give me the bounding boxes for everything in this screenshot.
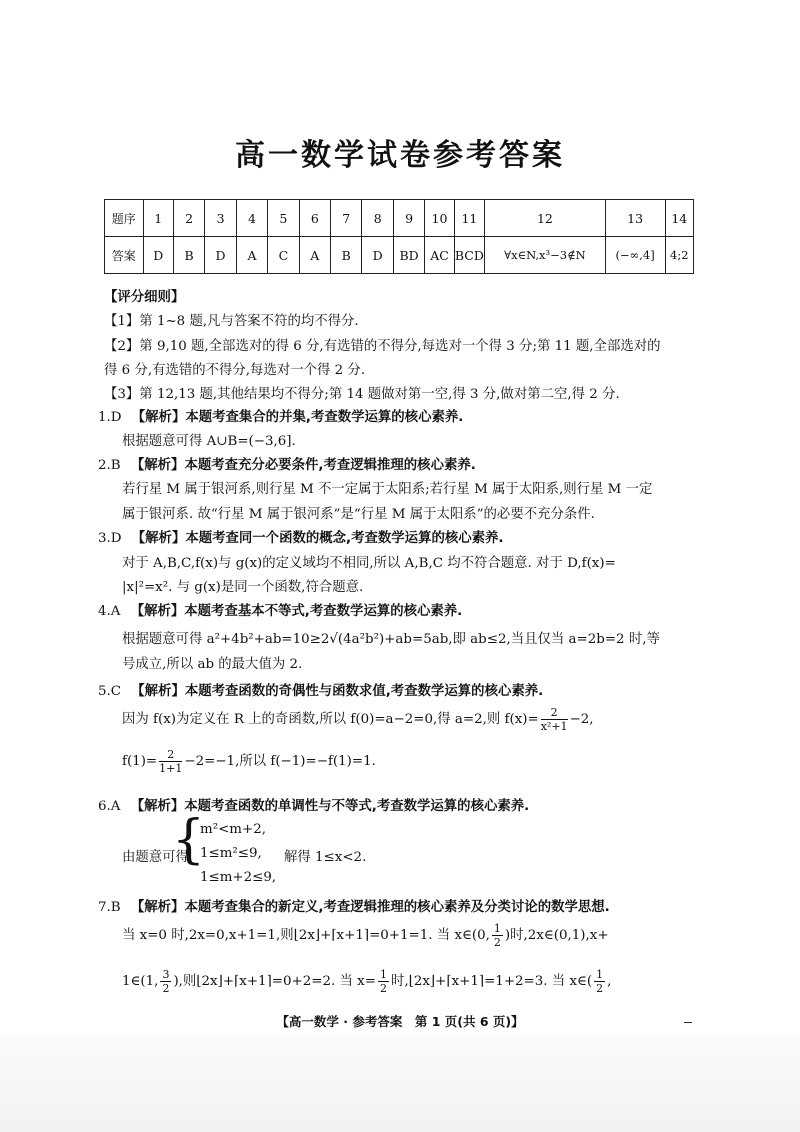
grading-rule-2b: 得 6 分,有选错的不得分,每选对一个得 2 分. <box>104 363 366 378</box>
answer-cell: AC <box>425 237 454 274</box>
q3-number: 3.D <box>98 531 122 546</box>
number-cell: 2 <box>173 200 204 237</box>
q4-line-2: 号成立,所以 ab 的最大值为 2. <box>122 657 303 672</box>
answer-label-cell: 答案 <box>105 237 144 274</box>
answer-cell: BCD <box>454 237 484 274</box>
number-cell: 12 <box>485 200 606 237</box>
q2-line-2: 属于银河系. 故“行星 M 属于银河系”是“行星 M 属于太阳系”的必要不充分条件. <box>122 507 595 522</box>
q6-result: 解得 1≤x<2. <box>284 850 367 865</box>
q7-number: 7.B <box>98 900 121 915</box>
question-7-heading <box>98 896 610 915</box>
brace-symbol: { <box>172 810 206 870</box>
q7-line-1: 当 x=0 时,2x=0,x+1=1,则⌊2x⌋+⌈x+1⌉=0+1=1. 当 x∈(0, $\frac{1}{2}$ )时,2x∈(0,1),x+ <box>122 922 609 949</box>
grading-heading: 【评分细则】 <box>104 290 185 305</box>
q5-analysis: 【解析】本题考查函数的奇偶性与函数求值,考查数学运算的核心素养. <box>131 684 544 699</box>
question-1-heading <box>98 406 463 425</box>
page-title: 高一数学试卷参考答案 <box>235 138 565 173</box>
q1-number: 1.D <box>98 410 122 425</box>
number-cell: 7 <box>331 200 362 237</box>
number-cell: 4 <box>236 200 267 237</box>
q6-analysis: 【解析】本题考查函数的单调性与不等式,考查数学运算的核心素养. <box>130 799 530 814</box>
fraction: $\frac{2}{\text{x²+1}}$ <box>540 706 568 733</box>
number-cell: 10 <box>425 200 454 237</box>
q3-line-2: |x|²=x². 与 g(x)是同一个函数,符合题意. <box>122 580 364 595</box>
fraction: $\frac{2}{1+1}$ <box>159 748 183 775</box>
q2-analysis: 【解析】本题考查充分必要条件,考查逻辑推理的核心素养. <box>130 458 476 473</box>
number-cell: 9 <box>393 200 424 237</box>
q5-number: 5.C <box>98 684 122 699</box>
question-6-heading <box>98 795 529 814</box>
number-cell: 13 <box>605 200 665 237</box>
answer-cell: A <box>236 237 267 274</box>
number-cell: 8 <box>362 200 393 237</box>
q5-line-2: f(1)= $\frac{2}{1+1}$ −2=−1,所以 f(−1)=−f(1)=1. <box>122 748 376 775</box>
q4-analysis: 【解析】本题考查基本不等式,考查数学运算的核心素养. <box>130 604 463 619</box>
number-cell: 1 <box>143 200 173 237</box>
q6-condition-2: 1≤m²≤9, <box>200 846 262 861</box>
question-2-heading <box>98 454 476 473</box>
answer-cell: D <box>362 237 393 274</box>
number-cell: 6 <box>299 200 330 237</box>
answer-cell: D <box>205 237 236 274</box>
q3-line-1: 对于 A,B,C,f(x)与 g(x)的定义域均不相同,所以 A,B,C 均不符合题意. 对于 D,f(x)= <box>122 556 616 571</box>
table-row-answers <box>105 237 694 274</box>
number-cell: 14 <box>665 200 693 237</box>
q2-line-1: 若行星 M 属于银河系,则行星 M 不一定属于太阳系;若行星 M 属于太阳系,则行星 M 一定 <box>122 482 653 497</box>
answer-cell: C <box>268 237 299 274</box>
q6-prefix: 由题意可得 <box>122 850 189 865</box>
q4-line-1: 根据题意可得 a²+4b²+ab=10≥2√(4a²b²)+ab=5ab,即 ab≤2,当且仅当 a=2b=2 时,等 <box>122 632 660 647</box>
answer-table <box>104 199 694 274</box>
grading-rule-3: 【3】第 12,13 题,其他结果均不得分;第 14 题做对第一空,得 3 分,做对第二空,得 2 分. <box>104 387 620 402</box>
answer-cell: B <box>173 237 204 274</box>
answer-cell: D <box>143 237 173 274</box>
question-3-heading <box>98 527 504 546</box>
corner-mark <box>684 1022 692 1023</box>
answer-cell: A <box>299 237 330 274</box>
fraction: $\frac{1}{2}$ <box>493 922 501 949</box>
table-row-numbers <box>105 200 694 237</box>
q1-analysis: 【解析】本题考查集合的并集,考查数学运算的核心素养. <box>131 410 464 425</box>
number-cell: 11 <box>454 200 484 237</box>
q7-line-2: 1∈(1, $\frac{3}{2}$ ),则⌊2x⌋+⌈x+1⌉=0+2=2. 当 x= $\frac{1}{2}$ 时,⌊2x⌋+⌈x+1⌉=1+2=3. 当 x∈( $\frac{1}{2}$ , <box>122 968 612 995</box>
answer-cell: (−∞,4] <box>605 237 665 274</box>
answer-cell: B <box>331 237 362 274</box>
fraction: $\frac{1}{2}$ <box>596 968 604 995</box>
fraction: $\frac{1}{2}$ <box>379 968 387 995</box>
number-cell: 5 <box>268 200 299 237</box>
q3-analysis: 【解析】本题考查同一个函数的概念,考查数学运算的核心素养. <box>131 531 504 546</box>
grading-rule-2a: 【2】第 9,10 题,全部选对的得 6 分,有选错的不得分,每选对一个得 3 分;第 11 题,全部选对的 <box>104 339 661 354</box>
q6-condition-1: m²<m+2, <box>200 822 266 837</box>
q6-number: 6.A <box>98 799 121 814</box>
answer-cell: 4;2 <box>665 237 693 274</box>
page-footer: 【高一数学 · 参考答案 第 1 页(共 6 页)】 <box>276 1014 524 1029</box>
page-bottom-shade <box>0 1036 800 1132</box>
q5-line-1: 因为 f(x)为定义在 R 上的奇函数,所以 f(0)=a−2=0,得 a=2,则 f(x)= $\frac{2}{\text{x²+1}}$ −2, <box>122 706 594 733</box>
q7-analysis: 【解析】本题考查集合的新定义,考查逻辑推理的核心素养及分类讨论的数学思想. <box>130 900 610 915</box>
q4-number: 4.A <box>98 604 121 619</box>
q1-line-1: 根据题意可得 A∪B=(−3,6]. <box>122 434 296 449</box>
header-label-cell: 题序 <box>105 200 144 237</box>
answer-cell: ∀x∈N,x³−3∉N <box>485 237 606 274</box>
fraction: $\frac{3}{2}$ <box>162 968 170 995</box>
grading-rule-1: 【1】第 1~8 题,凡与答案不符的均不得分. <box>104 314 359 329</box>
q2-number: 2.B <box>98 458 121 473</box>
q6-condition-3: 1≤m+2≤9, <box>200 870 277 885</box>
answer-cell: BD <box>393 237 424 274</box>
question-5-heading <box>98 680 543 699</box>
question-4-heading <box>98 600 462 619</box>
number-cell: 3 <box>205 200 236 237</box>
